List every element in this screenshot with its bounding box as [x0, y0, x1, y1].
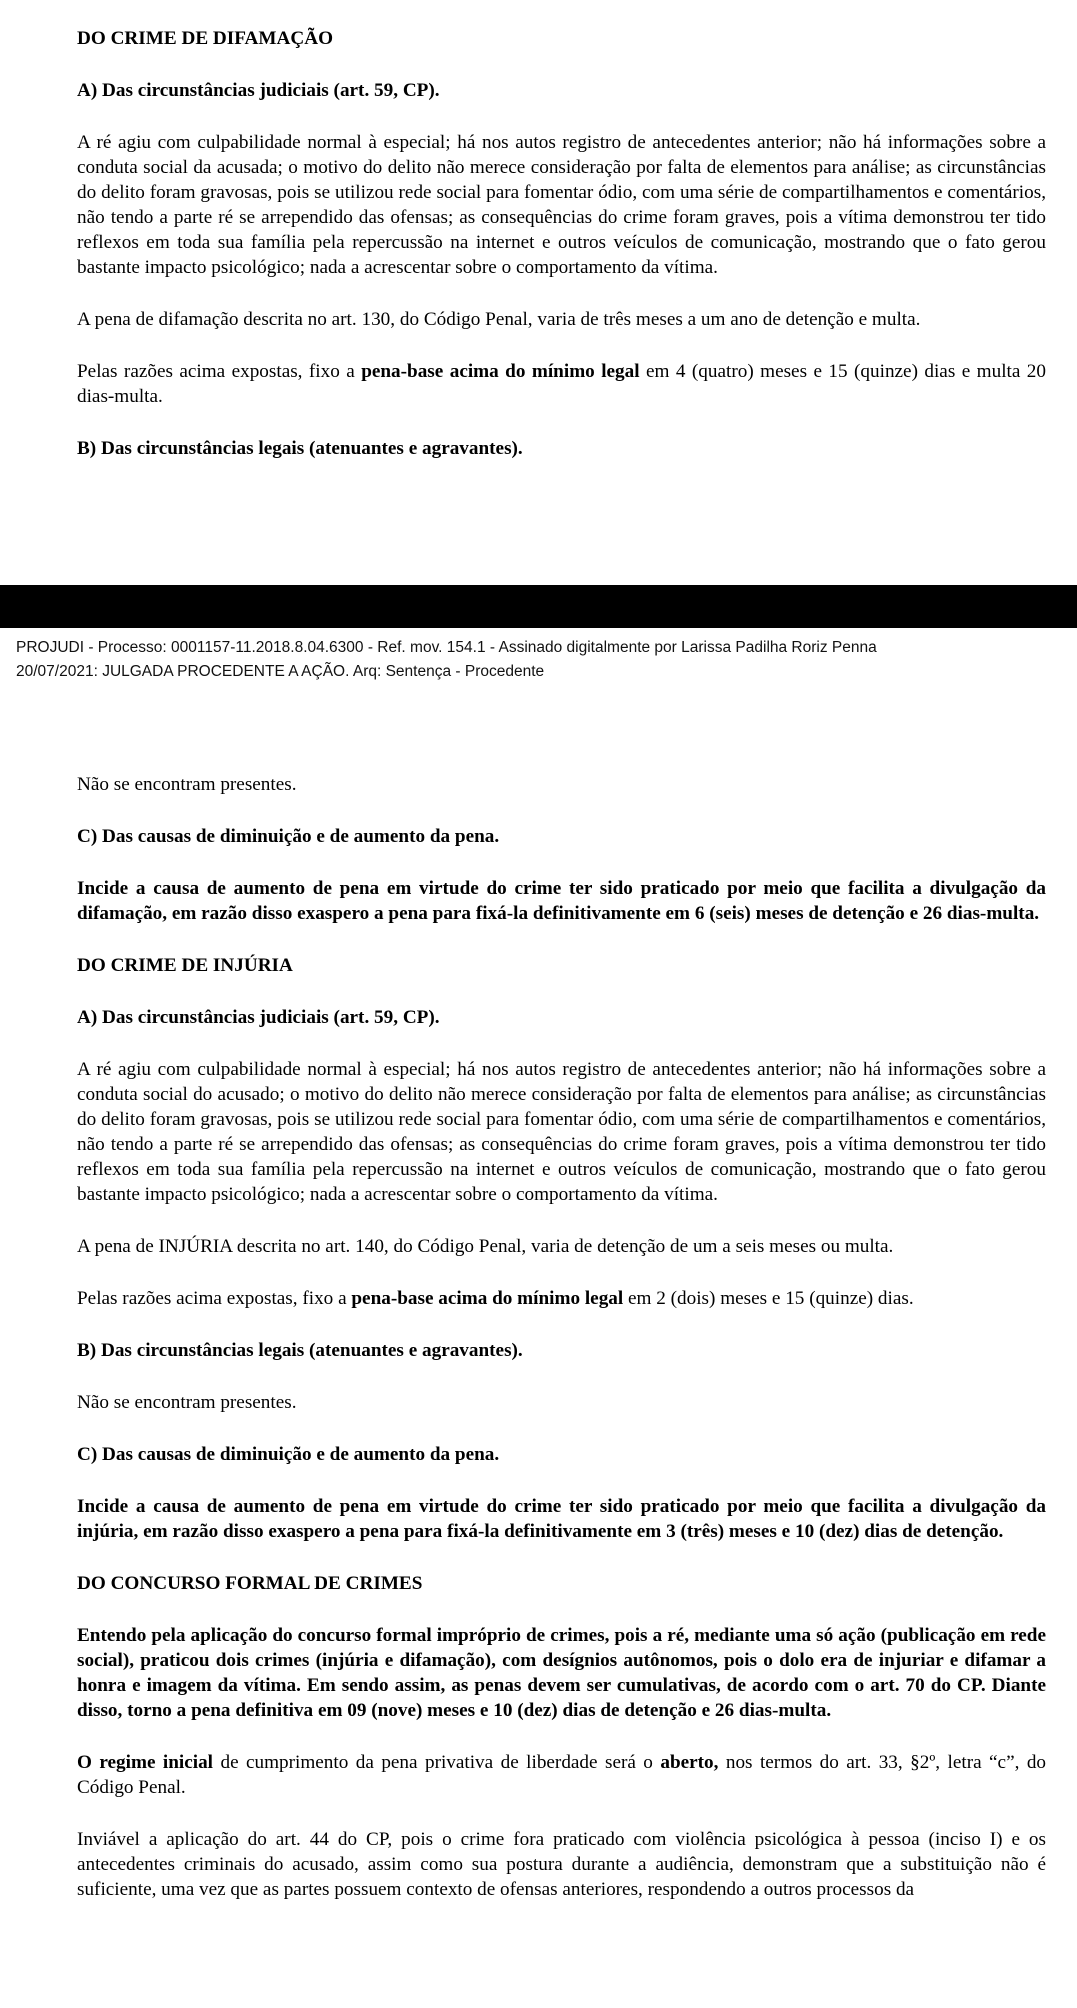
subsection-b-heading-injuria: B) Das circunstâncias legais (atenuantes e agravantes). — [77, 1340, 523, 1361]
subsection-c-heading: C) Das causas de diminuição e de aumento da pena. — [77, 826, 500, 847]
footer-line-process: PROJUDI - Processo: 0001157-11.2018.8.04.6300 - Ref. mov. 154.1 - Assinado digitalmente por Larissa Padilha Roriz Penna — [16, 639, 877, 656]
section-title-concurso: DO CONCURSO FORMAL DE CRIMES — [77, 1573, 423, 1594]
regime-paragraph: O regime inicial de cumprimento da pena privativa de liberdade será o aberto, nos termos do art. 33, §2º, letra “c”, do Código Penal. — [77, 1752, 1047, 1798]
subsection-a-heading-injuria: A) Das circunstâncias judiciais (art. 59, CP). — [77, 1007, 440, 1028]
document-page-bottom — [77, 772, 1046, 1902]
section-title-difamacao: DO CRIME DE DIFAMAÇÃO — [77, 28, 333, 49]
digital-signature-footer — [16, 636, 1066, 684]
increase-difamacao-paragraph: Incide a causa de aumento de pena em virtude do crime ter sido praticado por meio que facilita a divulgação da difamação, em razão disso exaspero a pena para fixá-la definitivamente em 6 (seis) meses de detenção e 26 dias-multa. — [77, 878, 1046, 924]
subsection-c-heading-injuria: C) Das causas de diminuição e de aumento da pena. — [77, 1444, 500, 1465]
footer-line-judgment: 20/07/2021: JULGADA PROCEDENTE A AÇÃO. Arq: Sentença - Procedente — [16, 663, 545, 680]
base-penalty-paragraph: Pelas razões acima expostas, fixo a pena-base acima do mínimo legal em 4 (quatro) meses e 15 (quinze) dias e multa 20 dias-multa. — [77, 361, 1046, 407]
subsection-b-heading: B) Das circunstâncias legais (atenuantes e agravantes). — [77, 438, 523, 459]
document-page-top — [77, 26, 1046, 461]
subsection-a-heading: A) Das circunstâncias judiciais (art. 59, CP). — [77, 80, 440, 101]
penalty-description-injuria: A pena de INJÚRIA descrita no art. 140, do Código Penal, varia de detenção de um a seis meses ou multa. — [77, 1236, 894, 1257]
section-title-injuria: DO CRIME DE INJÚRIA — [77, 955, 293, 976]
increase-injuria-paragraph: Incide a causa de aumento de pena em virtude do crime ter sido praticado por meio que facilita a divulgação da injúria, em razão disso exaspero a pena para fixá-la definitivamente em 3 (três) meses e 10 (dez) dias de detenção. — [77, 1496, 1046, 1542]
circumstances-paragraph-injuria: A ré agiu com culpabilidade normal à especial; há nos autos registro de antecedentes anterior; não há informações sobre a conduta social do acusado; o motivo do delito não merece consideração por falta de elementos para análise; as circunstâncias do delito foram gravosas, pois se utilizou rede social para fomentar ódio, com uma série de compartilhamentos e comentários, não tendo a parte ré se arrependido das ofensas; as consequências do crime foram graves, pois a vítima demonstrou ter tido reflexos em toda sua família pela repercussão na internet e outros veículos de comunicação, mostrando que o fato gerou bastante impacto psicológico; nada a acrescentar sobre o comportamento da vítima. — [77, 1059, 1046, 1205]
circumstances-paragraph: A ré agiu com culpabilidade normal à especial; há nos autos registro de antecedentes anterior; não há informações sobre a conduta social da acusada; o motivo do delito não merece consideração por falta de elementos para análise; as circunstâncias do delito foram gravosas, pois se utilizou rede social para fomentar ódio, com uma série de compartilhamentos e comentários, não tendo a parte ré se arrependido das ofensas; as consequências do crime foram graves, pois a vítima demonstrou ter tido reflexos em toda sua família pela repercussão na internet e outros veículos de comunicação, mostrando que o fato gerou bastante impacto psicológico; nada a acrescentar sobre o comportamento da vítima. — [77, 132, 1046, 278]
penalty-description-paragraph: A pena de difamação descrita no art. 130, do Código Penal, varia de três meses a um ano de detenção e multa. — [77, 309, 921, 330]
not-present-text: Não se encontram presentes. — [77, 774, 297, 795]
concurso-paragraph: Entendo pela aplicação do concurso formal impróprio de crimes, pois a ré, mediante uma só ação (publicação em rede social), praticou dois crimes (injúria e difamação), com desígnios autônomos, pois o dolo era de injuriar e difamar a honra e imagem da vítima. Em sendo assim, as penas devem ser cumulativas, de acordo com o art. 70 do CP. Diante disso, torno a pena definitiva em 09 (nove) meses e 10 (dez) dias de detenção e 26 dias-multa. — [77, 1625, 1046, 1721]
not-present-text-injuria: Não se encontram presentes. — [77, 1392, 297, 1413]
substitution-paragraph: Inviável a aplicação do art. 44 do CP, pois o crime fora praticado com violência psicológica à pessoa (inciso I) e os antecedentes criminais do acusado, assim como sua postura durante a audiência, demonstram que a substituição não é suficiente, uma vez que as partes possuem contexto de ofensas anteriores, respondendo a outros processos da — [77, 1829, 1046, 1900]
base-penalty-injuria: Pelas razões acima expostas, fixo a pena-base acima do mínimo legal em 2 (dois) meses e 15 (quinze) dias. — [77, 1288, 914, 1309]
page-separator-band — [0, 585, 1077, 628]
